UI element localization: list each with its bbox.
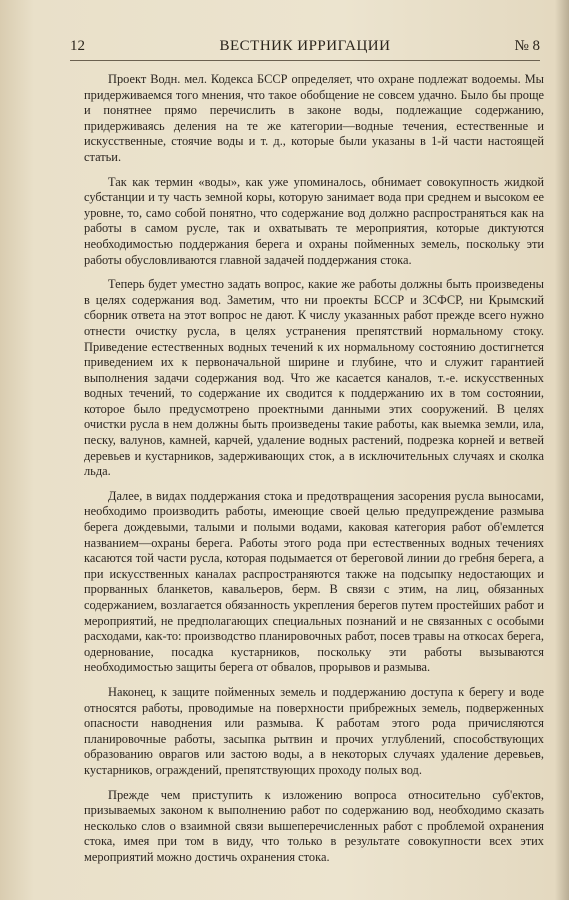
running-header xyxy=(70,38,540,58)
paragraph: Проект Водн. мел. Кодекса БССР определяет, что охране подлежат водоемы. Мы придерживаемся того мнения, что такое обобщение не совсем удачно. Было бы проще и понятнее прямо перечислить в законе воды, подлежащие содержанию, придерживаясь деления на те же категории—водные течения, естественные и искусственные, стоячие воды и т. д., которые были указаны в 1-й части настоящей статьи. xyxy=(84,72,544,164)
journal-title: ВЕСТНИК ИРРИГАЦИИ xyxy=(219,38,391,54)
paragraph: Наконец, к защите пойменных земель и поддержанию доступа к берегу и воде относятся работы, проводимые на поверхности прибрежных земель, подверженных опасности наводнения или размыва. К работам этого рода причисляются планировочные работы, засыпка рытвин и прочих углублений, способствующих образованию оврагов или застою воды, а в некоторых случаях удаление деревьев, кустарников, ограждений, препятствующих проходу полых вод. xyxy=(84,684,544,777)
page-edge-shadow xyxy=(555,0,569,900)
paragraph: Теперь будет уместно задать вопрос, какие же работы должны быть произведены в целях содержания вод. Заметим, что ни проекты БССР и ЗСФСР, ни Крымский сборник ответа на этот вопрос не дают. К числу указанных работ прежде всего нужно отнести очистку русла, в целях устранения препятствий нормальному стоку. Приведение естественных водных течений к их нормальному состоянию достигнется приведением их к первоначальной ширине и глубине, что и служит гарантией выполнения задачи содержания вод. Что же касается каналов, т.-е. искусственных водных течений, то содержание их сводится к поддержанию их в том состоянии, которое было предусмотрено проектными данными этих сооружений. В целях очистки русла в нем должны быть произведены такие работы, как выемка земли, ила, песку, валунов, камней, карчей, удаление водных растений, подрезка корней и ветвей деревьев и кустарников, задерживающих сток, а в исключительных случаях и сколка льда. xyxy=(84,277,544,479)
page-number: 12 xyxy=(70,38,85,54)
issue-number: № 8 xyxy=(514,38,540,54)
article-body xyxy=(84,72,544,875)
paragraph: Прежде чем приступить к изложению вопроса относительно суб'ектов, призываемых законом к выполнению работ по содержанию вод, необходимо сказать несколько слов о взаимной связи вышеперечисленных работ с проблемой охранения стока, имея при том в виду, что только в результате совокупности всех этих мероприятий можно достичь охранения стока. xyxy=(84,787,544,864)
header-rule xyxy=(70,60,540,61)
paragraph: Так как термин «воды», как уже упоминалось, обнимает совокупность жидкой субстанции и ту часть земной коры, которую занимает вода при среднем и высоком ее уровне, то, само собой понятно, что содержание вод должно распространяться как на работы в самом русле, так и охватывать те мероприятия, которые диктуются необходимостью поддержания берега и охраны пойменных земель, поскольку эти работы обусловливаются главной задачей поддержания стока. xyxy=(84,174,544,267)
paragraph: Далее, в видах поддержания стока и предотвращения засорения русла выносами, необходимо производить работы, имеющие своей целью предупреждение размыва берега дождевыми, талыми и полыми водами, каковая категория работ об'емлется названием—охраны берега. Работы этого рода при естественных водных течениях касаются той части русла, которая подымается от береговой линии до гребня берега, а при искусственных каналах распространяются также на подсыпку недостающих и прорванных бланкетов, кавальеров, берм. В связи с этим, на лиц, обязанных содержанием, возлагается обязанность укрепления берегов путем простейших работ и мероприятий, не предполагающих специальных познаний и не связанных с особыми расходами, как-то: производство планировочных работ, посев травы на откосах берега, одернование, посадка кустарников, поскольку эти работы вызываются необходимостью защиты берега от обвалов, прорывов и размыва. xyxy=(84,488,544,675)
